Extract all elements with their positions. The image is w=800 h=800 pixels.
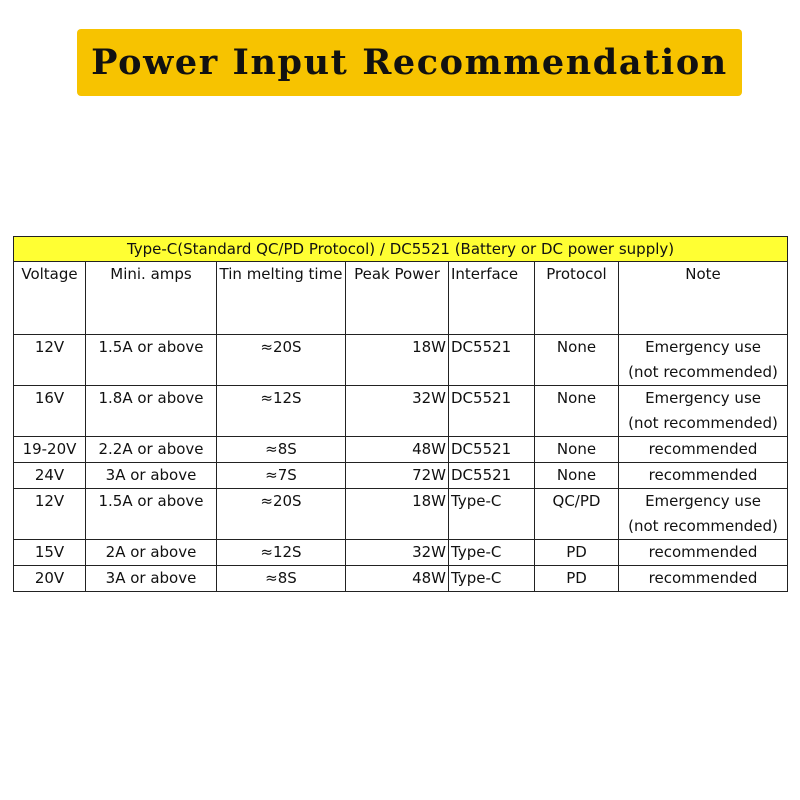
- tin-melting-time-cell: ≈8S: [217, 437, 346, 463]
- tin-melting-time-cell: ≈12S: [217, 540, 346, 566]
- peak-power-cell: 32W: [346, 540, 449, 566]
- mini-amps-cell: 2.2A or above: [86, 437, 217, 463]
- table-row: [14, 540, 788, 566]
- note-cell: [619, 566, 788, 592]
- column-header-mini-amps: Mini. amps: [86, 262, 217, 335]
- interface-cell: Type-C: [449, 566, 535, 592]
- voltage-cell: 16V: [14, 386, 86, 437]
- note-cell: [619, 335, 788, 386]
- protocol-cell: PD: [535, 540, 619, 566]
- interface-cell: DC5521: [449, 437, 535, 463]
- title-banner: [77, 29, 742, 96]
- note-cell: [619, 489, 788, 540]
- note-cell: [619, 386, 788, 437]
- protocol-cell: None: [535, 463, 619, 489]
- column-header-voltage: Voltage: [14, 262, 86, 335]
- tin-melting-time-cell: ≈12S: [217, 386, 346, 437]
- column-header-protocol: Protocol: [535, 262, 619, 335]
- interface-cell: Type-C: [449, 540, 535, 566]
- column-header-tin-melting-time: Tin melting time: [217, 262, 346, 335]
- table-row: [14, 489, 788, 540]
- column-header-peak-power: Peak Power: [346, 262, 449, 335]
- note-line: recommended: [648, 543, 758, 561]
- note-line: Emergency use: [645, 389, 761, 407]
- interface-cell: DC5521: [449, 386, 535, 437]
- column-header-interface: Interface: [449, 262, 535, 335]
- table-header-row: [14, 237, 788, 262]
- peak-power-cell: 18W: [346, 335, 449, 386]
- voltage-cell: 12V: [14, 335, 86, 386]
- note-line: (not recommended): [628, 363, 778, 381]
- peak-power-cell: 18W: [346, 489, 449, 540]
- table-body: [14, 335, 788, 592]
- mini-amps-cell: 1.5A or above: [86, 335, 217, 386]
- protocol-cell: None: [535, 386, 619, 437]
- table-row: [14, 386, 788, 437]
- tin-melting-time-cell: ≈7S: [217, 463, 346, 489]
- voltage-cell: 12V: [14, 489, 86, 540]
- interface-cell: DC5521: [449, 335, 535, 386]
- voltage-cell: 19-20V: [14, 437, 86, 463]
- interface-cell: DC5521: [449, 463, 535, 489]
- note-line: (not recommended): [628, 414, 778, 432]
- tin-melting-time-cell: ≈8S: [217, 566, 346, 592]
- protocol-cell: PD: [535, 566, 619, 592]
- mini-amps-cell: 3A or above: [86, 566, 217, 592]
- table-header: Type-C(Standard QC/PD Protocol) / DC5521 (Battery or DC power supply): [14, 237, 788, 262]
- voltage-cell: 20V: [14, 566, 86, 592]
- mini-amps-cell: 1.5A or above: [86, 489, 217, 540]
- protocol-cell: QC/PD: [535, 489, 619, 540]
- tin-melting-time-cell: ≈20S: [217, 489, 346, 540]
- note-line: Emergency use: [645, 338, 761, 356]
- note-cell: [619, 540, 788, 566]
- note-cell: [619, 463, 788, 489]
- mini-amps-cell: 3A or above: [86, 463, 217, 489]
- table-row: [14, 437, 788, 463]
- mini-amps-cell: 2A or above: [86, 540, 217, 566]
- note-line: recommended: [648, 440, 758, 458]
- interface-cell: Type-C: [449, 489, 535, 540]
- column-header-row: [14, 262, 788, 335]
- peak-power-cell: 48W: [346, 566, 449, 592]
- table-row: [14, 566, 788, 592]
- note-line: Emergency use: [645, 492, 761, 510]
- note-line: recommended: [648, 466, 758, 484]
- tin-melting-time-cell: ≈20S: [217, 335, 346, 386]
- note-line: recommended: [648, 569, 758, 587]
- protocol-cell: None: [535, 437, 619, 463]
- page-title: Power Input Recommendation: [91, 42, 728, 83]
- column-header-note: Note: [619, 262, 788, 335]
- table-row: [14, 335, 788, 386]
- peak-power-cell: 72W: [346, 463, 449, 489]
- voltage-cell: 15V: [14, 540, 86, 566]
- peak-power-cell: 32W: [346, 386, 449, 437]
- note-cell: [619, 437, 788, 463]
- note-line: (not recommended): [628, 517, 778, 535]
- table-row: [14, 463, 788, 489]
- mini-amps-cell: 1.8A or above: [86, 386, 217, 437]
- power-spec-table: [13, 236, 788, 592]
- voltage-cell: 24V: [14, 463, 86, 489]
- protocol-cell: None: [535, 335, 619, 386]
- peak-power-cell: 48W: [346, 437, 449, 463]
